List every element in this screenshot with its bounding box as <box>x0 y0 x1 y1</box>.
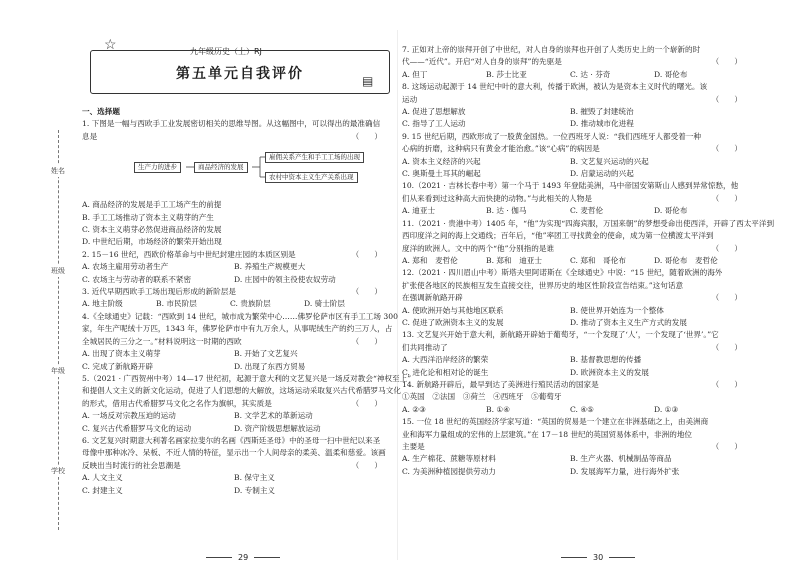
q15-option-c: C. 为美洲种植园提供劳动力 <box>402 466 496 476</box>
q6-option-a: A. 人文主义 <box>82 473 123 483</box>
page-fold <box>397 30 398 560</box>
q12-answer-paren[interactable]: （ ） <box>711 293 742 303</box>
q2-answer-paren[interactable]: （ ） <box>351 249 382 259</box>
q13-stem: 13. 文艺复兴开始于意大利，新航路开辟始于葡萄牙，“一个发现了‘人’，一个发现了‘世界’。”它 <box>402 330 719 340</box>
q3-answer-paren[interactable]: （ ） <box>351 287 382 297</box>
q11-option-b: B. 郑和 迪亚士 <box>486 255 542 265</box>
q13-stem-2: 们共同推动了 <box>402 342 448 352</box>
q1-answer-paren[interactable]: （ ） <box>351 131 382 141</box>
q11-option-c: C. 郑和 哥伦布 <box>570 255 626 265</box>
q12-option-d: D. 推动了资本主义生产方式的发展 <box>570 317 687 327</box>
unit-title: 第五单元自我评价 <box>176 66 304 82</box>
q2-option-d: D. 庄园中的领主役使农奴劳动 <box>234 274 336 284</box>
q9-stem-2: 心病的折磨，这种病只有黄金才能治愈。”该“心病”的病因是 <box>402 144 600 154</box>
q1-stem: 1. 下图是一幅与西欧手工业发展密切相关的思维导图。从这幅图中，可以得出的最准确信 <box>82 119 381 129</box>
mind-map-node-capitalism: 农村中资本主义生产关系出现 <box>265 172 358 183</box>
q8-stem-2: 运动 <box>402 94 418 104</box>
q10-option-b: B. 达 · 伽马 <box>486 206 527 216</box>
q4-stem: 4.《全球通史》记载：“西欧到 14 世纪，城市成为繁荣中心……佛罗伦萨市区有手工工场 300 <box>82 311 398 321</box>
q10-option-c: C. 麦哲伦 <box>570 206 604 216</box>
q10-stem-2: 们从来看到过这种高大而快捷的动物。”与此相关的人物是 <box>402 193 592 203</box>
star-icon: ☆ <box>104 37 117 53</box>
book-icon: ▤ <box>362 74 374 88</box>
q2-option-a: A. 农场主雇用劳动者生产 <box>82 262 169 272</box>
q9-option-c: C. 奥斯曼土耳其的崛起 <box>402 169 481 179</box>
q11-option-d: D. 哥伦布 麦哲伦 <box>654 255 718 265</box>
q12-stem: 12.（2021 · 四川眉山中考）斯塔夫里阿诺斯在《全球通史》中说：“15 世纪，随着欧洲的海外 <box>402 268 723 278</box>
unit-title-banner <box>90 50 390 94</box>
q5-option-a: A. 一场反对宗教压迫的运动 <box>82 411 176 421</box>
q4-option-b: B. 开始了文艺复兴 <box>234 349 298 359</box>
q3-option-a: A. 地主阶级 <box>82 299 123 309</box>
q10-option-d: D. 哥伦布 <box>654 206 688 216</box>
q13-option-d: D. 欧洲资本主义的发展 <box>570 367 649 377</box>
sidebar-label-school: 学校 <box>51 467 65 475</box>
sidebar-label-grade: 年级 <box>51 367 65 375</box>
q9-answer-paren[interactable]: （ ） <box>711 144 742 154</box>
q11-stem: 11.（2021 · 贵港中考）1405 年，“他”为实现“四海宾服，万国来朝”的梦想受命出使西洋，开辟了西太平洋到 <box>402 218 775 228</box>
q6-option-d: D. 专制主义 <box>234 485 276 495</box>
q4-option-c: C. 完成了新航路开辟 <box>82 361 154 371</box>
q14-option-c: C. ④⑤ <box>570 404 594 414</box>
q13-answer-paren[interactable]: （ ） <box>711 342 742 352</box>
course-label: 九年级历史（上）RJ <box>190 47 262 56</box>
q15-answer-paren[interactable]: （ ） <box>711 442 742 451</box>
q6-stem-2: 母像中那种冰冷、呆板、不近人情的特征，显示出一个人间母亲的柔美、温柔和慈爱。该画 <box>82 448 386 458</box>
q1-stem-2: 息是 <box>82 131 98 141</box>
q10-option-a: A. 迪亚士 <box>402 206 436 216</box>
q8-option-d: D. 推动城市化进程 <box>570 119 634 129</box>
q6-option-c: C. 封建主义 <box>82 485 123 495</box>
q1-option-a: A. 商品经济的发展是手工工场产生的前提 <box>82 200 222 210</box>
q8-option-a: A. 促进了思想解放 <box>402 107 466 117</box>
q8-stem: 8. 这场运动起源于 14 世纪中叶的意大利，传播于欧洲，被认为是资本主义时代的曙光。该 <box>402 82 708 92</box>
page-number-left: 29 <box>200 553 286 562</box>
q5-option-b: B. 文学艺术的革新运动 <box>234 411 313 421</box>
q10-stem: 10.（2021 · 吉林长春中考）第一个马于 1493 年登陆美洲，马中帝国安第斯山人感到异常惊愁，他 <box>402 181 739 191</box>
q7-option-d: D. 哥伦布 <box>654 69 688 79</box>
q2-stem: 2. 15－16 世纪，西欧价格革命与中世纪封建庄园的本质区别是 <box>82 249 296 259</box>
q12-stem-2: 扩张使各地区的民族相互发生直接交往，世界历史的地区性阶段宣告结束。”这句话意 <box>402 280 684 290</box>
q12-stem-3: 在强调新航路开辟 <box>402 293 463 303</box>
sidebar-label-name: 姓名 <box>51 167 65 175</box>
mind-map-node-productivity: 生产力的进步 <box>134 162 181 173</box>
q8-option-c: C. 指导了工人运动 <box>402 119 466 129</box>
q5-option-d: D. 资产阶级思想解放运动 <box>234 423 321 433</box>
q7-stem-2: 代——“近代”。开启“对人自身的崇拜”的先驱是 <box>402 57 562 67</box>
q9-option-a: A. 资本主义经济的兴起 <box>402 156 481 166</box>
q11-stem-2: 西印度洋之间的海上交通线；百年后，“他”率团工寻找黄金的使命，成为第一位横渡太平洋到 <box>402 231 714 241</box>
q8-answer-paren[interactable]: （ ） <box>711 94 742 104</box>
q14-choices: ①英国 ②法国 ③荷兰 ④西班牙 ⑤葡萄牙 <box>402 392 562 402</box>
q1-option-b: B. 手工工场推动了资本主义萌芽的产生 <box>82 212 214 222</box>
q1-option-d: D. 中世纪后期，市场经济的繁荣开始出现 <box>82 237 222 247</box>
q3-option-d: D. 骑士阶层 <box>304 299 346 309</box>
q4-option-d: D. 出现了东西方贸易 <box>234 361 306 371</box>
q15-stem: 15. 一位 18 世纪的英国经济学家写道：“英国的贸易是一个建立在非洲基础之上，由美洲商 <box>402 417 709 427</box>
q7-option-b: B. 莎士比亚 <box>486 69 527 79</box>
q14-stem: 14. 新航路开辟后，最早到达了美洲进行殖民活动的国家是 <box>402 379 599 389</box>
mind-map <box>134 145 364 201</box>
q9-stem: 9. 15 世纪后期，西欧形成了一股黄金国热。一位西班牙人说：“我们西班牙人都受着一种 <box>402 131 701 141</box>
q14-option-d: D. ①③ <box>654 404 679 414</box>
q7-option-c: C. 达 · 芬奇 <box>570 69 611 79</box>
q3-stem: 3. 近代早期西欧手工场出现后形成的新阶层是 <box>82 287 236 297</box>
q14-option-a: A. ②③ <box>402 404 426 414</box>
q1-option-c: C. 资本主义萌芽必然促进商品经济的发展 <box>82 225 222 235</box>
q6-option-b: B. 保守主义 <box>234 473 275 483</box>
q2-option-b: B. 养殖生产规模更大 <box>234 262 306 272</box>
q15-option-d: D. 发展海军力量，进行海外扩张 <box>570 466 680 476</box>
q12-option-a: A. 使欧洲开始与其他地区联系 <box>402 305 504 315</box>
q4-option-a: A. 出现了资本主义萌芽 <box>82 349 161 359</box>
q9-option-d: D. 启蒙运动的兴起 <box>570 169 634 179</box>
sidebar-info <box>0 0 80 568</box>
q14-option-b: B. ①④ <box>486 404 511 414</box>
q5-stem: 5.（2021 · 广西贺州中考）14—17 世纪初，起源于意大利的文艺复兴是一场反对教会“神权至上” <box>82 373 412 383</box>
q9-option-b: B. 文艺复兴运动的兴起 <box>570 156 649 166</box>
q11-stem-3: 度洋的欧洲人。文中的两个“他”分别指的是谁 <box>402 243 555 253</box>
q8-option-b: B. 摧毁了封建统治 <box>570 107 634 117</box>
q5-stem-2: 和提倡人文主义的新文化运动，促进了人们思想的大解放，这场运动采取复兴古代希腊罗马文化 <box>82 386 401 396</box>
q6-answer-paren[interactable]: （ ） <box>351 460 382 470</box>
q12-option-b: B. 使世界开始连为一个整体 <box>570 305 664 315</box>
sidebar-label-class: 班级 <box>51 267 65 275</box>
q5-stem-3: 的形式，借用古代希腊罗马文化之名作为旗帜，其实质是 <box>82 398 272 408</box>
q6-stem: 6. 文艺复兴时期意大利著名画家拉斐尔的名画《西斯廷圣母》中的圣母一扫中世纪以来圣 <box>82 435 381 445</box>
q12-option-c: C. 促进了欧洲资本主义的发展 <box>402 317 504 327</box>
q15-option-b: B. 生产火器、机械制品等商品 <box>570 454 672 464</box>
q15-stem-3: 主要是 <box>402 442 425 451</box>
q15-option-a: A. 生产棉花、蔗糖等原材料 <box>402 454 496 464</box>
q14-answer-paren[interactable]: （ ） <box>711 379 742 389</box>
q4-answer-paren[interactable]: （ ） <box>351 336 382 346</box>
q7-option-a: A. 但丁 <box>402 69 428 79</box>
q5-answer-paren[interactable]: （ ） <box>351 398 382 408</box>
q3-option-b: B. 市民阶层 <box>156 299 197 309</box>
mind-map-node-employment: 雇佣关系产生和手工工场的出现 <box>265 152 364 163</box>
q4-stem-3: 全城居民的三分之一。”材料说明这一时期的西欧 <box>82 336 242 346</box>
q7-stem: 7. 正如对上帝的崇拜开创了中世纪，对人自身的崇拜也开创了人类历史上的一个崭新的时 <box>402 45 701 54</box>
q15-stem-2: 业和海军力量组成的宏伟的上层建筑。”在 17－18 世纪的英国贸易体系中，非洲的地位 <box>402 429 693 439</box>
right-column <box>402 44 775 478</box>
q3-option-c: C. 贵族阶层 <box>230 299 271 309</box>
q13-option-c: C. 进化论和相对论的诞生 <box>402 367 489 377</box>
q11-answer-paren[interactable]: （ ） <box>711 243 742 253</box>
q13-option-a: A. 大西洋沿岸经济的繁荣 <box>402 355 489 365</box>
page-number-right: 30 <box>555 553 641 562</box>
mind-map-node-commodity-economy: 商品经济的发展 <box>194 162 248 173</box>
q4-stem-2: 家，年生产呢绒十万匹，1343 年，佛罗伦萨市中有九万余人，从事呢绒生产的约三万人，占 <box>82 324 393 334</box>
q6-stem-3: 反映出当时流行的社会思潮是 <box>82 460 181 470</box>
q11-option-a: A. 郑和 麦哲伦 <box>402 255 458 265</box>
q5-option-c: C. 复兴古代希腊罗马文化的运动 <box>82 423 192 433</box>
q10-answer-paren[interactable]: （ ） <box>711 193 742 203</box>
q13-option-b: B. 基督教思想的传播 <box>570 355 642 365</box>
q7-answer-paren[interactable]: （ ） <box>711 57 742 67</box>
section-title: 一、选择题 <box>82 107 120 116</box>
q2-option-c: C. 农场主与劳动者的联系不紧密 <box>82 274 192 284</box>
